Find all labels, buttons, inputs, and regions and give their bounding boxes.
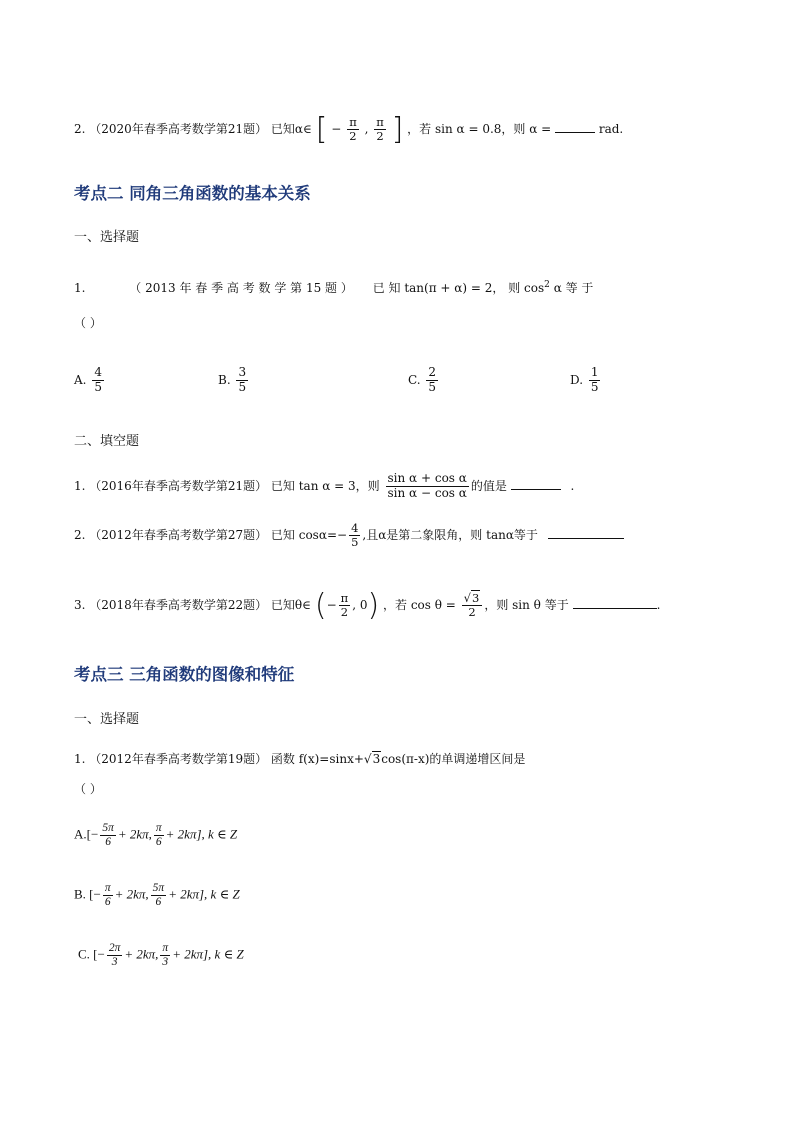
question-number: 1.: [74, 752, 86, 766]
fill-question-2: 2. （2012年春季高考数学第27题） 已知 cosα=− $\frac{4}{5}$ ,且α是第二象限角，则 tanα等于: [74, 522, 624, 549]
question-text: 已 知 tan(π + α) = 2， 则 cos: [372, 281, 545, 295]
option-fraction: $\frac{1}{5}$: [590, 365, 599, 394]
question-source: （ 2013 年 春 季 高 考 数 学 第 15 题 ）: [129, 281, 353, 295]
fraction-sqrt3-over-2: $\frac{√3}{2}$: [462, 592, 483, 619]
question-lead: 已知θ∈: [270, 598, 312, 612]
option-fraction: $\frac{4}{5}$: [94, 365, 102, 394]
question-tail: 的值是: [470, 478, 507, 493]
answer-paren[interactable]: （ ）: [74, 316, 102, 330]
sqrt-value: 3: [372, 752, 381, 766]
question-source: （2012年春季高考数学第19题）: [89, 752, 268, 766]
option-c[interactable]: C. [− $\frac{2\pi}{3}$ + 2kπ, $\frac{\pi}{3}$ + 2kπ], k ∈ Z: [78, 942, 244, 969]
question-tail: ，则 sin θ 等于: [484, 598, 569, 612]
question-number: 3.: [74, 598, 86, 612]
fill-question-1: 1. （2016年春季高考数学第21题） 已知 tan α = 3，则 $\frac{\text{sin α + cos α}}{\text{sin α − cos α}}$ 的值是 .: [74, 471, 575, 500]
right-paren: ): [367, 588, 380, 623]
fraction-4-over-5: $\frac{4}{5}$: [351, 521, 359, 550]
question-number: 2.: [74, 528, 86, 543]
minus-sign: −: [331, 122, 342, 136]
option-fraction: $\frac{3}{5}$: [238, 365, 247, 394]
left-bracket: [: [315, 112, 328, 147]
fraction-pi-over-2: $\frac{\pi}{2}$: [340, 590, 349, 619]
answer-blank[interactable]: [511, 488, 561, 490]
option-b[interactable]: B. $\frac{3}{5}$: [218, 365, 247, 394]
question-number: 1.: [74, 478, 86, 493]
comma: ,: [364, 122, 369, 136]
topic-2-question-1: [74, 279, 593, 296]
answer-blank[interactable]: [555, 131, 595, 133]
option-c[interactable]: C. $\frac{2}{5}$: [408, 365, 437, 394]
option-fraction: $\frac{2}{5}$: [428, 365, 437, 394]
question-source: （2016年春季高考数学第21题）: [89, 478, 268, 493]
choice-section-header: 一、选择题: [74, 712, 140, 727]
topic-3-question-1: 1. （2012年春季高考数学第19题） 函数 f(x)=sinx+√3cos(π-x)的单调递增区间是: [74, 752, 526, 766]
topic-2-heading: 考点二 同角三角函数的基本关系: [74, 184, 311, 203]
answer-blank[interactable]: [548, 537, 624, 539]
left-paren: (: [314, 588, 327, 623]
question-condition: ，若 cos θ =: [383, 598, 456, 612]
question-sin-alpha: [74, 112, 623, 147]
question-source: （2018年春季高考数学第22题）: [89, 598, 268, 612]
question-text-2: cos(π-x)的单调递增区间是: [381, 752, 526, 766]
exponent: 2: [544, 280, 550, 290]
question-source: （2012年春季高考数学第27题）: [89, 528, 268, 543]
question-tail: α 等 于: [553, 281, 594, 295]
question-lead: 已知 tan α = 3，则: [270, 478, 380, 493]
option-b[interactable]: B. [− $\frac{\pi}{6}$ + 2kπ, $\frac{5\pi}{6}$ + 2kπ], k ∈ Z: [74, 882, 240, 909]
unit-label: rad.: [598, 122, 624, 136]
fill-question-3: 3. （2018年春季高考数学第22题） 已知θ∈ (− $\frac{\pi}{2}$ , 0) ，若 cos θ = $\frac{√3}{2}$ ，则 sin θ 等于 .: [74, 588, 661, 623]
right-bracket: ]: [391, 112, 404, 147]
choice-section-header: 一、选择题: [74, 230, 140, 245]
question-number: 2.: [74, 122, 86, 136]
answer-paren[interactable]: （ ）: [74, 782, 102, 796]
question-text: 函数 f(x)=sinx+: [270, 752, 364, 766]
topic-3-heading: 考点三 三角函数的图像和特征: [74, 665, 295, 684]
option-d[interactable]: D. $\frac{1}{5}$: [570, 365, 599, 394]
answer-blank[interactable]: [573, 607, 657, 609]
fraction-pi-over-2: $\frac{\pi}{2}$: [349, 114, 357, 143]
question-lead: 已知α∈: [270, 122, 312, 136]
fraction-pi-over-2: $\frac{\pi}{2}$: [376, 114, 384, 143]
question-condition: ，若 sin α = 0.8，则 α =: [407, 122, 552, 136]
question-lead: 已知 cosα=: [270, 528, 337, 543]
option-a[interactable]: A.[− $\frac{5\pi}{6}$ + 2kπ, $\frac{\pi}{6}$ + 2kπ], k ∈ Z: [74, 822, 238, 849]
trig-fraction: $\frac{\text{sin α + cos α}}{\text{sin α − cos α}}$: [387, 471, 467, 500]
question-tail: ,且α是第二象限角，则 tanα等于: [362, 528, 538, 543]
question-source: （2020年春季高考数学第21题）: [89, 122, 268, 136]
question-number: 1.: [74, 281, 86, 295]
fill-section-header: 二、填空题: [74, 434, 140, 449]
option-a[interactable]: A. $\frac{4}{5}$: [74, 365, 102, 394]
